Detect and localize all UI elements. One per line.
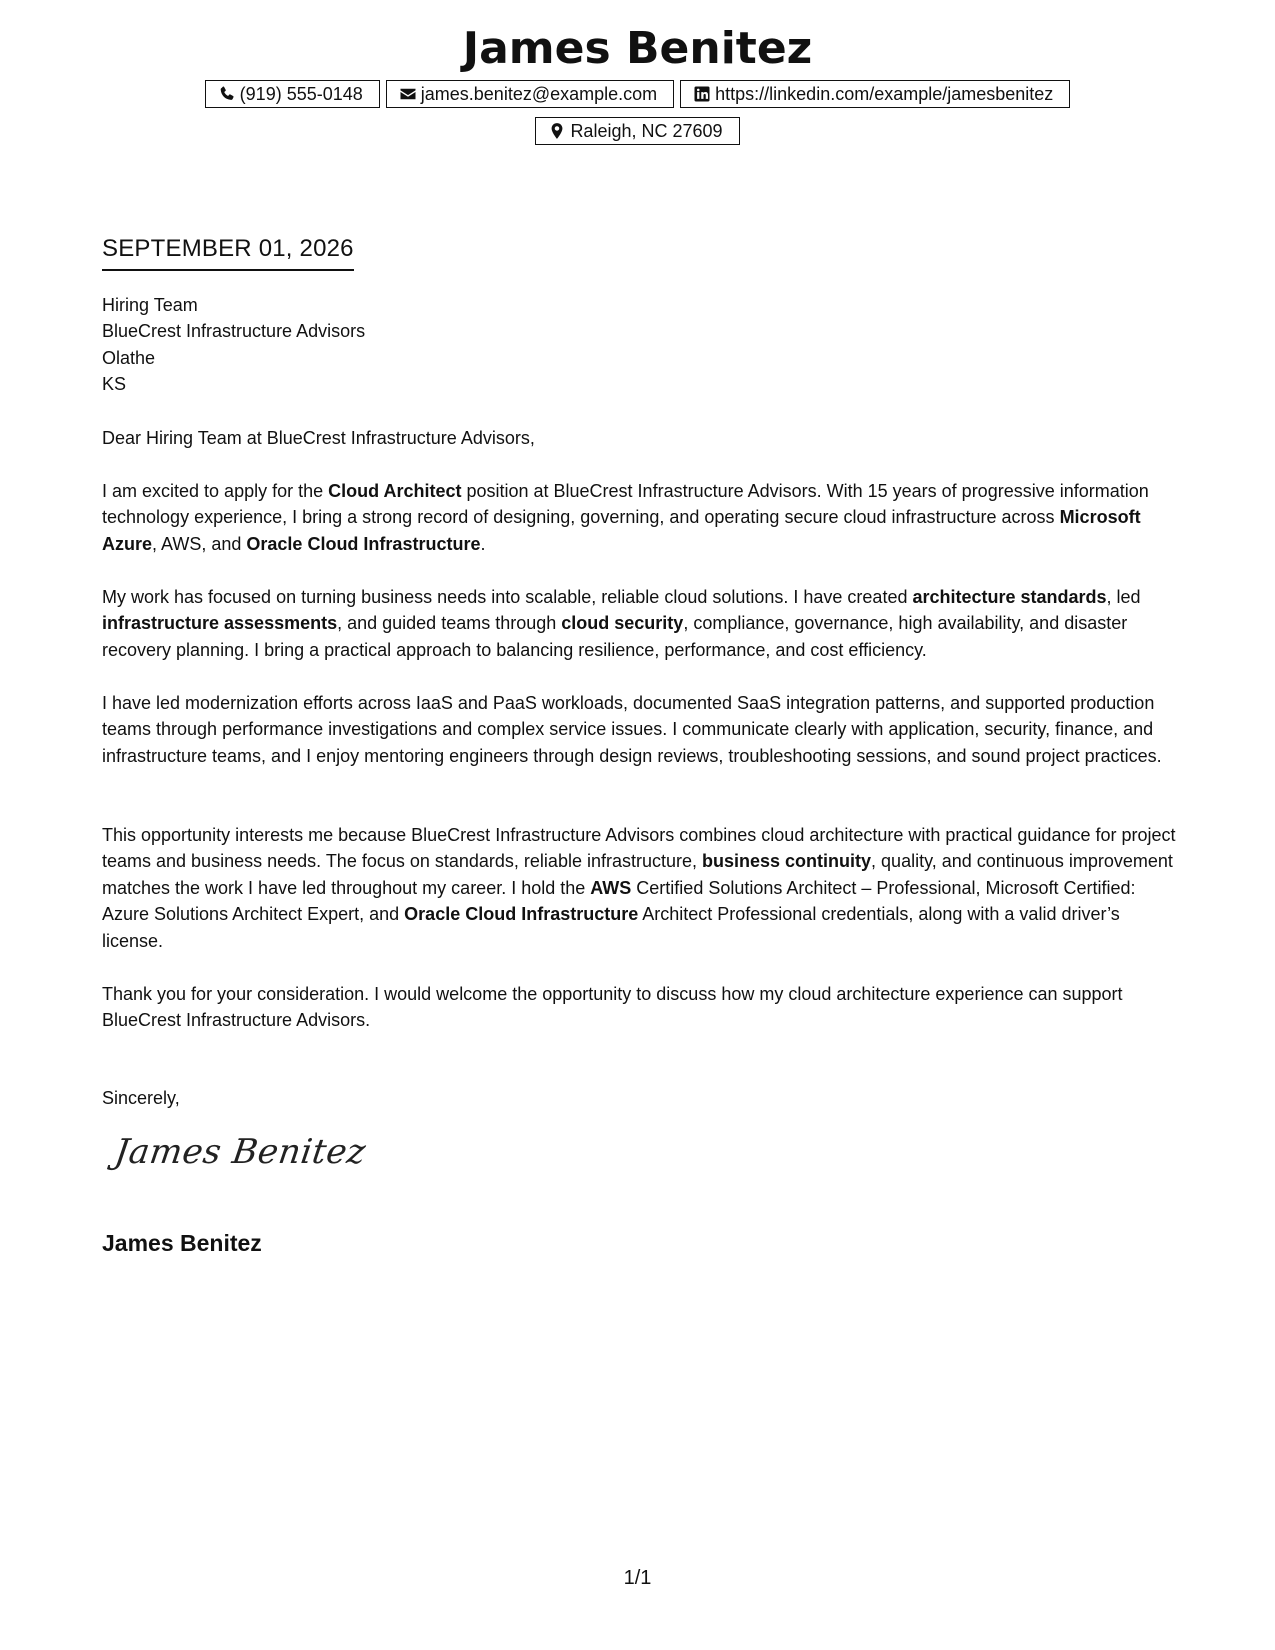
signer-name: James Benitez xyxy=(102,1230,262,1256)
letter-date: SEPTEMBER 01, 2026 xyxy=(102,233,354,271)
linkedin-icon xyxy=(693,85,711,103)
paragraph-modernization: I have led modernization efforts across IaaS and PaaS workloads, documented SaaS integration patterns, and supported production teams through performance investigations and complex service issues. I communicate clearly with application, security, finance, and infrastructure teams, and I enjoy mentoring engineers through design reviews, troubleshooting sessions, and sound project practices. xyxy=(102,693,1162,766)
paragraph-experience: My work has focused on turning business needs into scalable, reliable cloud solutions. I have created architecture standards, led infrastructure assessments, and guided teams through cloud security, compliance, governance, high availability, and disaster recovery planning. I bring a practical approach to balancing resilience, performance, and cost efficiency. xyxy=(102,587,1141,660)
contact-row xyxy=(0,80,1275,108)
recipient-line: Olathe xyxy=(102,347,156,368)
linkedin-url[interactable]: https://linkedin.com/example/jamesbenitez xyxy=(715,84,1054,104)
recipient-line: BlueCrest Infrastructure Advisors xyxy=(102,321,366,342)
paragraph-intro: I am excited to apply for the Cloud Architect position at BlueCrest Infrastructure Advisors. With 15 years of progressive information technology experience, I bring a strong record of designing, governing, and operating secure cloud infrastructure across Microsoft Azure, AWS, and Oracle Cloud Infrastructure. xyxy=(102,481,1149,554)
email-address[interactable]: james.benitez@example.com xyxy=(420,84,658,104)
recipient-block xyxy=(102,292,1182,398)
recipient-line: KS xyxy=(102,374,127,395)
phone-icon xyxy=(218,85,236,103)
location-chip xyxy=(535,117,739,145)
paragraph-thanks: Thank you for your consideration. I would welcome the opportunity to discuss how my cloud architecture experience can support BlueCrest Infrastructure Advisors. xyxy=(102,984,1123,1031)
linkedin-chip[interactable] xyxy=(680,80,1070,108)
salutation: Dear Hiring Team at BlueCrest Infrastructure Advisors, xyxy=(102,428,535,448)
page-number: 1/1 xyxy=(623,1567,652,1589)
phone-number: (919) 555-0148 xyxy=(239,84,363,104)
location-text: Raleigh, NC 27609 xyxy=(570,121,723,141)
paragraph-opportunity: This opportunity interests me because BlueCrest Infrastructure Advisors combines cloud architecture with practical guidance for project teams and business needs. The focus on standards, reliable infrastructure, business continuity, quality, and continuous improvement matches the work I have led throughout my career. I hold the AWS Certified Solutions Architect – Professional, Microsoft Certified: Azure Solutions Architect Expert, and Oracle Cloud Infrastructure Architect Professional credentials, along with a valid driver’s license. xyxy=(102,825,1176,951)
closing: Sincerely, xyxy=(102,1088,180,1108)
map-pin-icon xyxy=(548,122,566,140)
recipient-line: Hiring Team xyxy=(102,295,198,315)
handwritten-signature: James Benitez xyxy=(112,1132,369,1172)
phone-chip xyxy=(205,80,380,108)
applicant-name: James Benitez xyxy=(462,23,813,74)
envelope-icon xyxy=(399,85,417,103)
location-row xyxy=(0,117,1275,145)
email-chip[interactable] xyxy=(386,80,674,108)
